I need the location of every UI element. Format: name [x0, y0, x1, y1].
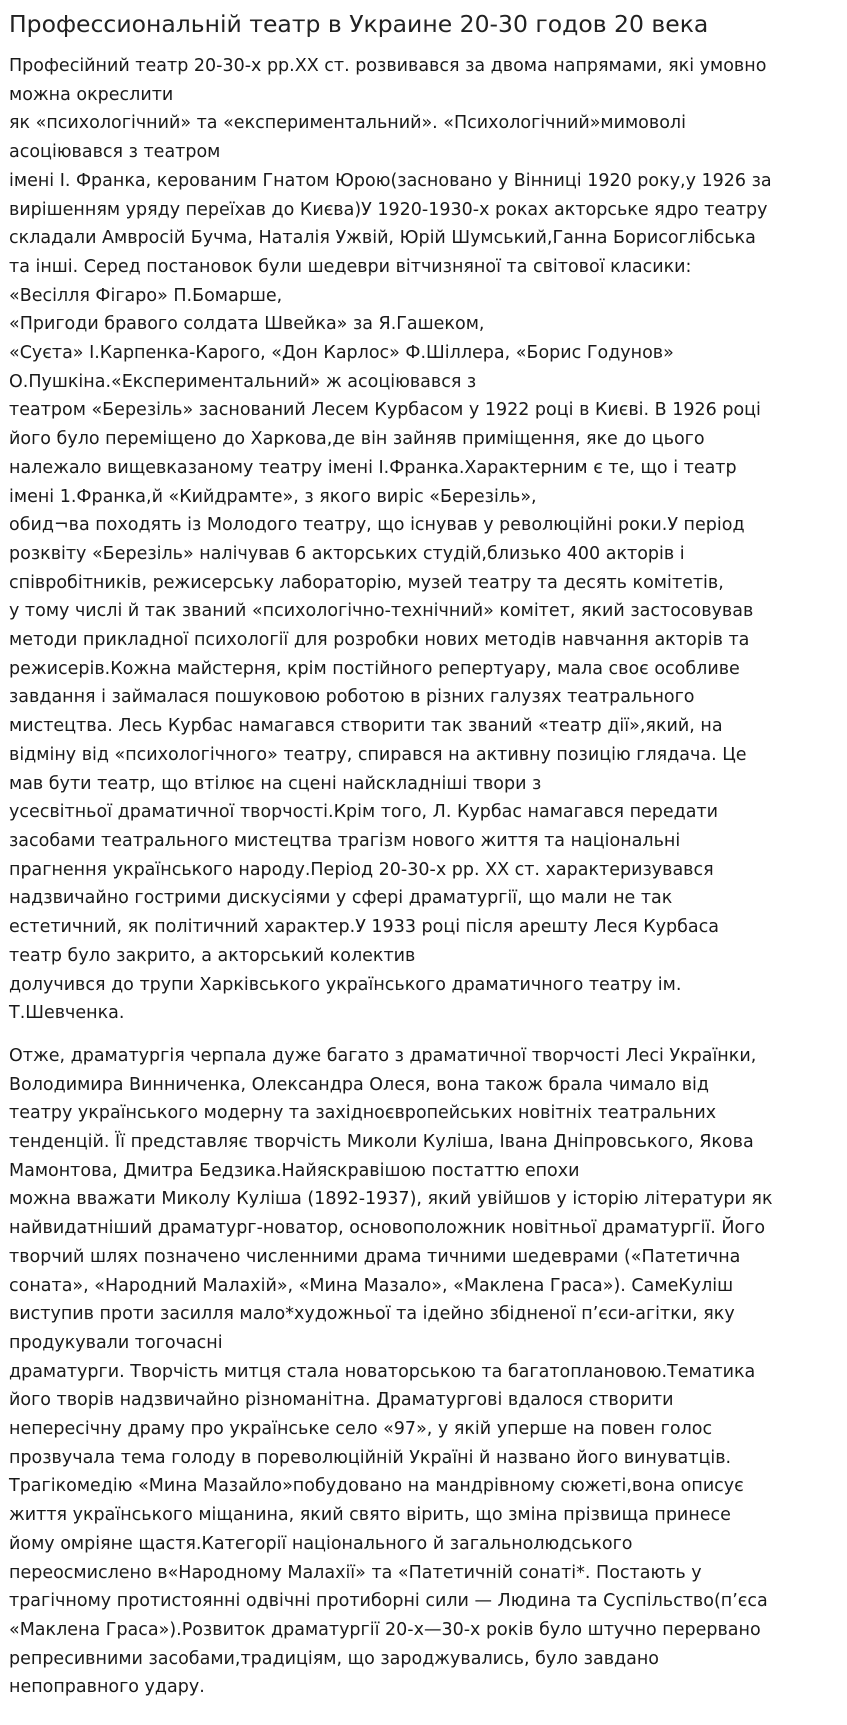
text-line: усесвітньої драматичної творчості.Крім того, Л. Курбас намагався передати: [9, 802, 719, 823]
text-line: найвидатніший драматург-новатор, основоположник новітньої драматургії. Його: [9, 1218, 766, 1239]
text-line: театром «Березіль» заснований Лесем Курбасом у 1922 році в Києві. В 1926 році: [9, 400, 761, 421]
text-line: Отже, драматургія черпала дуже багато з драматичної творчості Лесі Українки,: [9, 1045, 757, 1066]
text-line: мистецтва. Лесь Курбас намагався створити так званий «театр дії»,який, на: [9, 716, 723, 737]
text-line: йому омріяне щастя.Категорії національного й загальнолюдського: [9, 1533, 633, 1554]
text-line: обид¬ва походять із Молодого театру, що існував у революційні роки.У період: [9, 515, 745, 536]
text-line: естетичний, як політичний характер.У 1933 році після арешту Леся Курбаса: [9, 917, 719, 938]
text-line: Професійний театр 20-30-х рр.XX ст. розвивався за двома напрямами, які умовно: [9, 56, 767, 76]
text-line: засобами театрального мистецтва трагізм нового життя та національні: [9, 830, 681, 851]
text-line: методи прикладної психології для розробки нових методів навчання акторів та: [9, 630, 750, 651]
text-line: можна вважати Миколу Куліша (1892-1937), який увійшов у історію літератури як: [9, 1189, 773, 1210]
text-line: О.Пушкіна.«Експериментальний» ж асоціювався з: [9, 371, 477, 392]
text-line: тенденцій. Її представляє творчість Миколи Куліша, Івана Дніпровського, Якова: [9, 1132, 754, 1153]
text-line: відміну від «психологічного» театру, спирався на активну позицію глядача. Це: [9, 744, 747, 765]
text-line: театр було закрито, а акторський колектив: [9, 945, 416, 966]
text-line: завдання і займалася пошуковою роботою в різних галузях театрального: [9, 687, 695, 708]
text-line: надзвичайно гострими дискусіями у сфері драматургії, що мали не так: [9, 888, 673, 909]
text-line: співробітників, режисерську лабораторію, музей театру та десять комітетів,: [9, 572, 724, 593]
text-line: непоправного удару.: [9, 1677, 205, 1698]
text-line: його творів надзвичайно різноманітна. Драматургові вдалося створити: [9, 1390, 674, 1411]
text-line: «Весілля Фігаро» П.Бомарше,: [9, 285, 283, 306]
text-line: творчий шлях позначено численними драма тичними шедеврами («Патетична: [9, 1246, 741, 1267]
text-line: імені 1.Франка,й «Кийдрамте», з якого виріс «Березіль»,: [9, 486, 537, 507]
text-line: життя українського міщанина, який свято вірить, що зміна прізвища принесе: [9, 1505, 731, 1526]
text-line: соната», «Народний Малахій», «Мина Мазало», «Маклена Граса»). СамеКуліш: [9, 1275, 734, 1296]
text-line: мав бути театр, що втілює на сцені найскладніші твори з: [9, 773, 542, 794]
text-line: продукували тогочасні: [9, 1332, 223, 1353]
text-line: Трагікомедію «Мина Мазайло»побудовано на мандрівному сюжеті,вона описує: [9, 1476, 744, 1497]
text-line: можна окреслити: [9, 84, 174, 105]
text-line: та інші. Серед постановок були шедеври вітчизняної та світової класики:: [9, 256, 692, 277]
text-line: репресивними засобами,традиціям, що зароджувались, було завдано: [9, 1648, 659, 1669]
text-line: переосмислено в«Народному Малахії» та «Патетичній сонаті*. Постають у: [9, 1562, 702, 1583]
text-line: імені І. Франка, керованим Гнатом Юрою(засновано у Вінниці 1920 року,у 1926 за: [9, 170, 772, 191]
text-line: прозвучала тема голоду в пореволюційній Україні й названо його винуватців.: [9, 1447, 732, 1468]
page-title: Профессиональній театр в Украине 20-30 годов 20 века: [9, 10, 709, 38]
text-line: у тому числі й так званий «психологічно-технічний» комітет, який застосовував: [9, 601, 754, 622]
text-line: як «психологічний» та «експериментальний». «Психологічний»мимоволі: [9, 113, 686, 134]
text-line: «Маклена Граса»).Розвиток драматургії 20-х—30-х років було штучно перервано: [9, 1619, 761, 1640]
text-line: «Пригоди бравого солдата Швейка» за Я.Гашеком,: [9, 314, 485, 335]
text-line: належало вищевказаному театру імені І.Франка.Характерним є те, що і театр: [9, 457, 737, 478]
text-line: розквіту «Березіль» налічував 6 акторських студій,близько 400 акторів і: [9, 543, 685, 564]
text-line: трагічному протистоянні одвічні протиборні сили — Людина та Суспільство(п’єса: [9, 1591, 768, 1612]
text-line: долучився до трупи Харківського українського драматичного театру ім.: [9, 974, 682, 995]
text-line: Т.Шевченка.: [9, 1003, 125, 1024]
text-line: вирішенням уряду переїхав до Києва)У 1920-1930-х роках акторське ядро театру: [9, 199, 768, 220]
text-line: режисерів.Кожна майстерня, крім постійного репертуару, мала своє особливе: [9, 658, 740, 679]
paragraph-1: [9, 52, 839, 1028]
text-line: драматурги. Творчість митця стала новаторською та багатоплановою.Тематика: [9, 1361, 756, 1382]
article-body: [9, 52, 839, 1702]
text-line: Володимира Винниченка, Олександра Олеся, вона також брала чимало від: [9, 1074, 709, 1095]
text-line: складали Амвросій Бучма, Наталія Ужвій, Юрій Шумський,Ганна Борисоглібська: [9, 228, 756, 249]
text-line: Мамонтова, Дмитра Бедзика.Найяскравішою постаттю епохи: [9, 1160, 580, 1181]
text-line: театру українського модерну та західноєвропейських новітніх театральних: [9, 1103, 717, 1124]
text-line: «Суєта» І.Карпенка-Карого, «Дон Карлос» Ф.Шіллера, «Борис Годунов»: [9, 343, 674, 364]
text-line: його було переміщено до Харкова,де він зайняв приміщення, яке до цього: [9, 429, 705, 450]
paragraph-2: [9, 1042, 839, 1702]
text-line: асоціювався з театром: [9, 142, 221, 163]
text-line: непересічну драму про українське село «97», у якій уперше на повен голос: [9, 1419, 713, 1440]
text-line: виступив проти засилля мало*художньої та ідейно збідненої п’єси-агітки, яку: [9, 1304, 735, 1325]
text-line: прагнення українського народу.Період 20-30-х рр. XX ст. характеризувався: [9, 859, 714, 880]
